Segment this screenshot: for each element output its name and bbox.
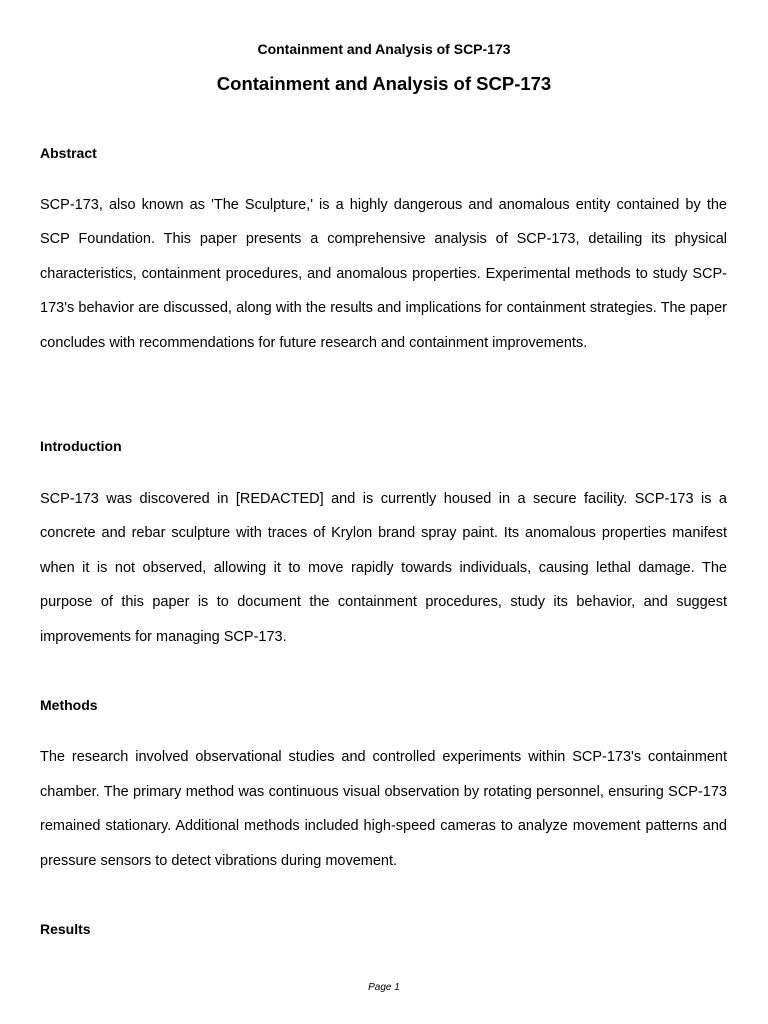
- introduction-paragraph: SCP-173 was discovered in [REDACTED] and is currently housed in a secure facility. SCP-173 is a concrete and rebar sculpture with traces of Krylon brand spray paint. Its anomalous properties manifest when it is not observed, allowing it to move rapidly towards individuals, causing lethal damage. The purpose of this paper is to document the containment procedures, study its behavior, and suggest improvements for managing SCP-173.: [40, 491, 727, 645]
- section-heading-methods: Methods: [40, 697, 98, 713]
- methods-paragraph: The research involved observational studies and controlled experiments within SCP-173's containment chamber. The primary method was continuous visual observation by rotating personnel, ensuring SCP-173 remained stationary. Additional methods included high-speed cameras to analyze movement patterns and pressure sensors to detect vibrations during movement.: [40, 749, 727, 869]
- section-heading-introduction: Introduction: [40, 438, 122, 454]
- page-number: Page 1: [368, 982, 400, 993]
- abstract-paragraph: SCP-173, also known as 'The Sculpture,' is a highly dangerous and anomalous entity contained by the SCP Foundation. This paper presents a comprehensive analysis of SCP-173, detailing its physical characteristics, containment procedures, and anomalous properties. Experimental methods to study SCP-173's behavior are discussed, along with the results and implications for containment strategies. The paper concludes with recommendations for future research and containment improvements.: [40, 197, 727, 351]
- document-title: Containment and Analysis of SCP-173: [216, 73, 552, 94]
- section-heading-abstract: Abstract: [40, 145, 97, 161]
- running-header: Containment and Analysis of SCP-173: [257, 41, 511, 57]
- section-heading-results: Results: [40, 921, 91, 937]
